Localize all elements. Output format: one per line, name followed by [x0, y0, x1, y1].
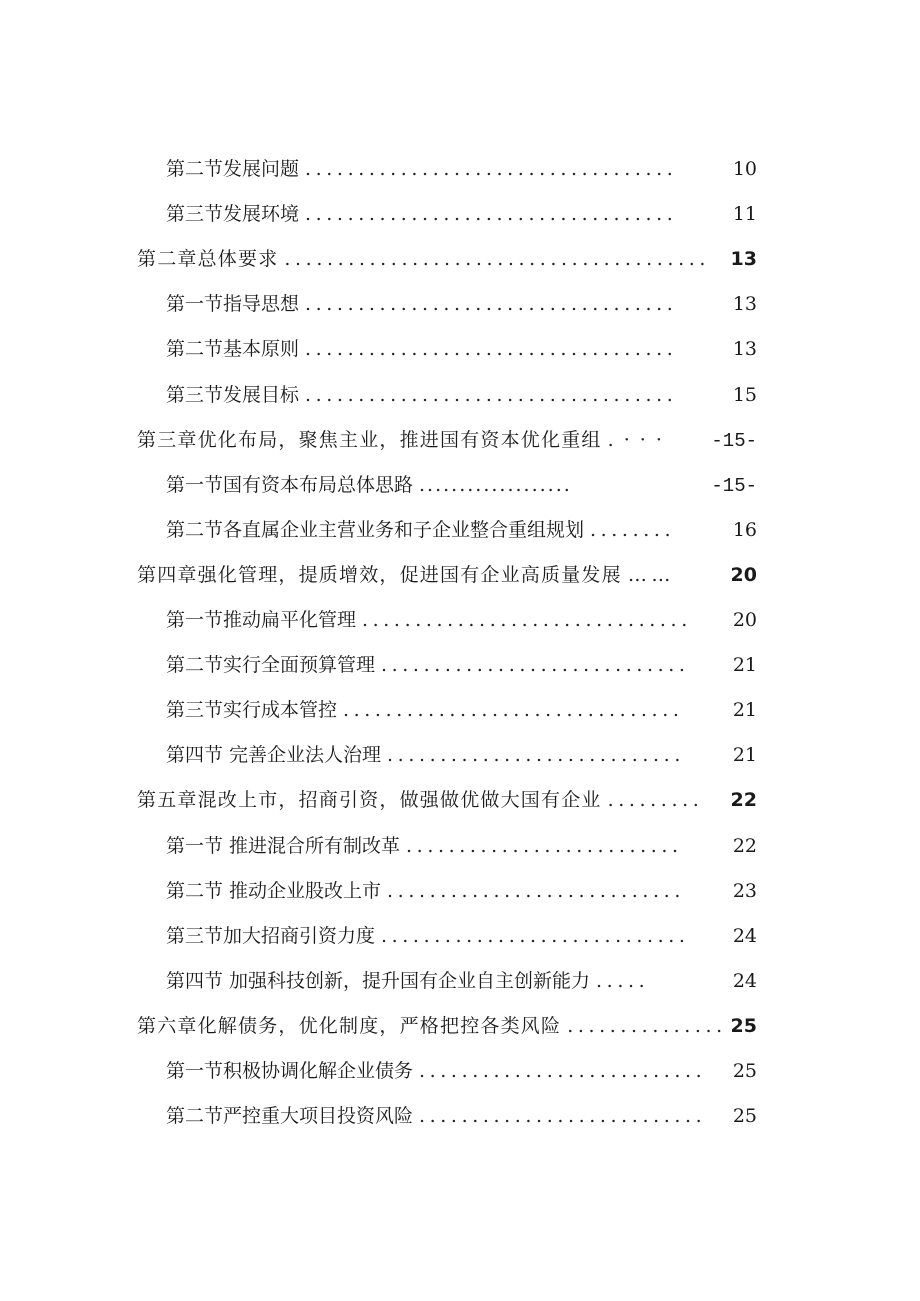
toc-entry-title: 第三节发展目标	[166, 383, 300, 406]
toc-leader-dots: ...........................	[419, 1105, 707, 1128]
toc-page-number: 10	[732, 158, 757, 180]
toc-section-entry	[166, 607, 757, 633]
toc-section-entry	[166, 742, 757, 768]
toc-section-entry	[166, 156, 757, 182]
toc-leader-dots: ...................................	[305, 293, 678, 316]
toc-page-number: 25	[730, 1014, 757, 1037]
toc-entry-title: 第三章优化布局，聚焦主业，推进国有资本优化重组	[137, 428, 602, 451]
toc-page-number: 22	[730, 789, 757, 812]
toc-entry-title: 第二节 推动企业股改上市	[166, 879, 382, 902]
toc-chapter-entry	[137, 427, 757, 453]
toc-leader-dots: ...................................	[305, 383, 678, 406]
toc-leader-dots: ...............................	[362, 609, 692, 631]
toc-entry-title: 第二节基本原则	[166, 338, 300, 361]
toc-leader-dots: .............................	[381, 654, 690, 677]
toc-leader-dots: ............................	[387, 744, 685, 767]
toc-entry-title: 第二节发展问题	[166, 158, 300, 180]
toc-page-number: 21	[732, 699, 757, 722]
toc-page-number: 24	[732, 924, 757, 947]
toc-entry-title: 第四节 加强科技创新，提升国有企业自主创新能力	[166, 969, 591, 992]
toc-section-entry	[166, 517, 757, 543]
toc-page-number: -15-	[711, 429, 757, 452]
toc-page-number: 20	[730, 563, 757, 586]
toc-page-number: 13	[732, 293, 757, 316]
toc-entry-title: 第一节积极协调化解企业债务	[166, 1060, 414, 1082]
toc-entry-title: 第四章强化管理，提质增效，促进国有企业高质量发展	[137, 563, 622, 586]
toc-entry-title: 第三节实行成本管控	[166, 699, 338, 722]
toc-leader-dots: ........	[590, 518, 676, 541]
toc-leader-dots: .........	[607, 789, 704, 812]
toc-entry-title: 第五章混改上市，招商引资，做强做优做大国有企业	[137, 789, 602, 812]
toc-entry-title: 第六章化解债务，优化制度，严格把控各类风险	[137, 1014, 562, 1037]
toc-section-entry	[166, 833, 757, 859]
toc-leader-dots: ............................	[387, 879, 685, 902]
toc-page-number: 25	[732, 1060, 757, 1082]
toc-section-entry	[166, 336, 757, 362]
toc-leader-dots: ................................	[343, 699, 684, 722]
toc-entry-title: 第一节推动扁平化管理	[166, 609, 357, 631]
toc-section-entry	[166, 472, 757, 498]
toc-section-entry	[166, 923, 757, 949]
toc-leader-dots: ...........................	[419, 1060, 707, 1082]
toc-section-entry	[166, 291, 757, 317]
toc-page-number: 22	[732, 834, 757, 857]
toc-entry-title: 第二章总体要求	[137, 248, 279, 271]
toc-section-entry	[166, 697, 757, 723]
toc-leader-dots: ..........................	[406, 834, 683, 857]
toc-entry-title: 第四节 完善企业法人治理	[166, 744, 382, 767]
toc-leader-dots: ……	[627, 563, 676, 586]
toc-chapter-entry	[137, 1013, 757, 1039]
toc-section-entry	[166, 1058, 757, 1084]
toc-section-entry	[166, 652, 757, 678]
toc-page-number: 13	[732, 338, 757, 361]
toc-chapter-entry	[137, 246, 757, 272]
toc-page-number: 13	[730, 248, 757, 271]
toc-entry-title: 第三节加大招商引资力度	[166, 924, 376, 947]
toc-page-number: 21	[732, 654, 757, 677]
toc-entry-title: 第一节 推进混合所有制改革	[166, 834, 401, 857]
toc-page-number: 23	[732, 879, 757, 902]
toc-leader-dots: ...................	[419, 473, 572, 496]
toc-leader-dots: ...................................	[305, 338, 678, 361]
toc-leader-dots: .....	[596, 969, 650, 992]
toc-leader-dots: ...................................	[305, 158, 678, 180]
toc-section-entry	[166, 968, 757, 994]
toc-entry-title: 第二节严控重大项目投资风险	[166, 1105, 414, 1128]
toc-entry-title: 第二节实行全面预算管理	[166, 654, 376, 677]
toc-section-entry	[166, 382, 757, 408]
toc-leader-dots: ...............	[567, 1014, 727, 1037]
toc-section-entry	[166, 201, 757, 227]
toc-chapter-entry	[137, 787, 757, 813]
toc-section-entry	[166, 1103, 757, 1129]
toc-page-number: 11	[732, 203, 757, 226]
toc-page-number: -15-	[711, 474, 757, 497]
toc-entry-title: 第一节国有资本布局总体思路	[166, 473, 414, 496]
toc-page-number: 15	[732, 383, 757, 406]
toc-page-number: 24	[732, 969, 757, 992]
toc-leader-dots: ...................................	[305, 203, 678, 226]
toc-page-number: 16	[732, 518, 757, 541]
toc-entry-title: 第二节各直属企业主营业务和子企业整合重组规划	[166, 518, 585, 541]
toc-section-entry	[166, 878, 757, 904]
toc-page-number: 20	[732, 609, 757, 631]
toc-leader-dots: . · · ·	[607, 428, 664, 451]
toc-page-number: 21	[732, 744, 757, 767]
toc-entry-title: 第一节指导思想	[166, 293, 300, 316]
toc-entry-title: 第三节发展环境	[166, 203, 300, 226]
toc-chapter-entry	[137, 562, 757, 588]
toc-leader-dots: ........................................	[284, 248, 710, 271]
toc-leader-dots: .............................	[381, 924, 690, 947]
toc-page-number: 25	[732, 1105, 757, 1128]
